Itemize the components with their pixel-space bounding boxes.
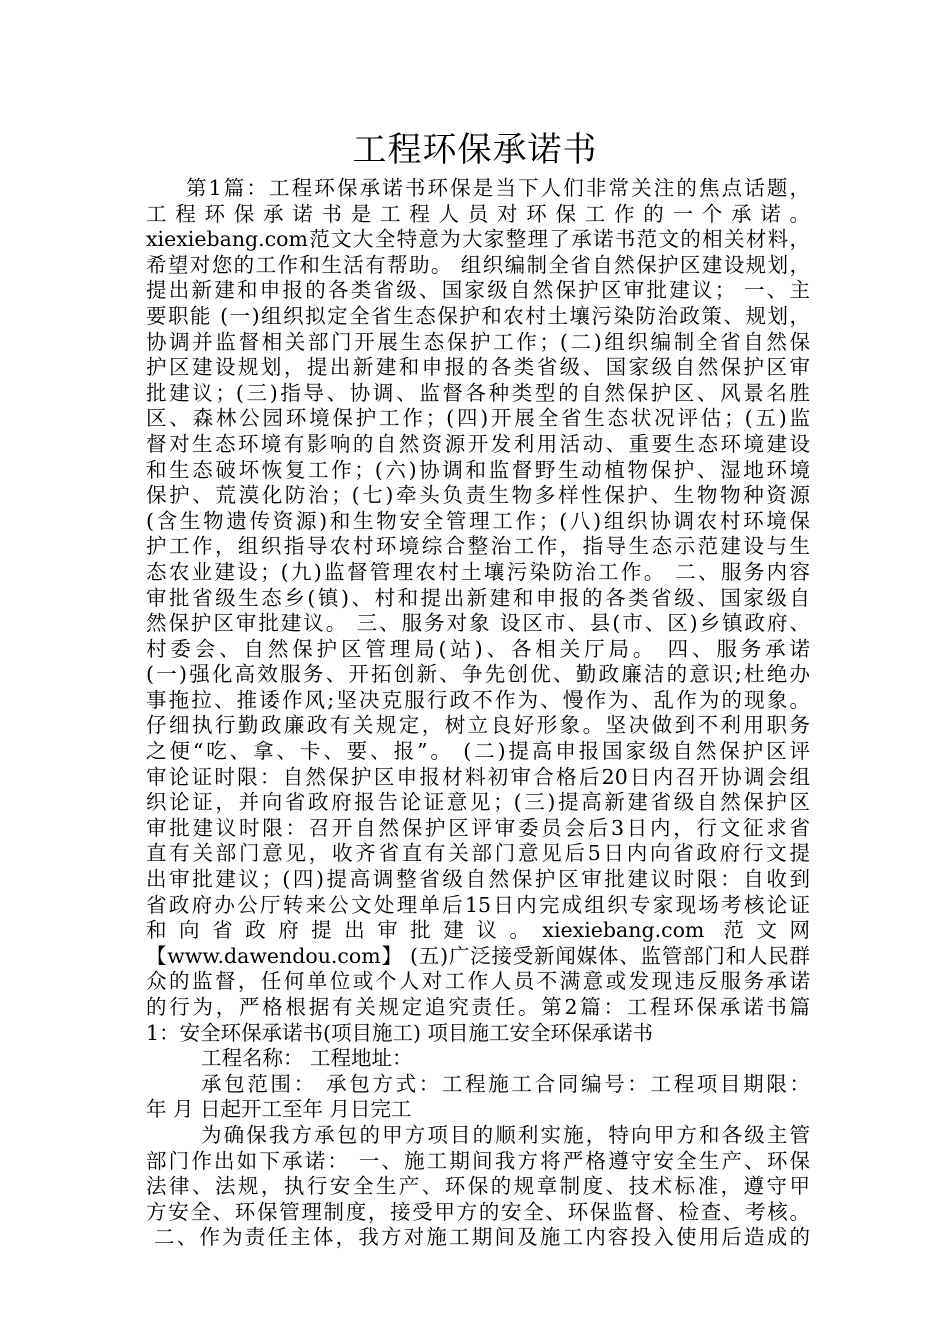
text-line: 直有关部门意见，收齐省直有关部门意见后5日内向省政府行文提	[146, 841, 810, 866]
text-line: 仔细执行勤政廉政有关规定，树立良好形象。坚决做到不利用职务	[146, 713, 810, 738]
text-line: 审批省级生态乡(镇)、村和提出新建和申报的各类省级、国家级自	[146, 585, 810, 610]
text-line: 保护、荒漠化防治；(七)牵头负责生物多样性保护、生物物种资源	[146, 483, 810, 508]
text-line: 审论证时限：自然保护区申报材料初审合格后20日内召开协调会组	[146, 764, 810, 789]
text-line: 出审批建议；(四)提高调整省级自然保护区审批建议时限：自收到	[146, 867, 810, 892]
text-line: 审批建议时限：召开自然保护区评审委员会后3日内，行文征求省	[146, 815, 810, 840]
text-line: 年 月 日起开工至年 月日完工	[146, 1097, 412, 1122]
text-line: 护区建设规划，提出新建和申报的各类省级、国家级自然保护区审	[146, 355, 810, 380]
text-line: 希望对您的工作和生活有帮助。 组织编制全省自然保护区建设规划，	[146, 252, 810, 277]
text-line: 态农业建设；(九)监督管理农村土壤污染防治工作。 二、服务内容	[146, 559, 810, 584]
text-line: (一)强化高效服务、开拓创新、争先创优、勤政廉洁的意识;杜绝办	[146, 662, 810, 687]
text-line: 承包范围： 承包方式：工程施工合同编号：工程项目期限：	[201, 1071, 810, 1096]
text-line: 部门作出如下承诺： 一、施工期间我方将严格遵守安全生产、环保	[146, 1148, 810, 1173]
text-line: 然保护区审批建议。 三、服务对象 设区市、县(市、区)乡镇政府、	[146, 611, 810, 636]
text-line: 法律、法规，执行安全生产、环保的规章制度、技术标准，遵守甲	[146, 1174, 810, 1199]
text-line: 二、作为责任主体，我方对施工期间及施工内容投入使用后造成的	[154, 1225, 810, 1250]
text-line: 提出新建和申报的各类省级、国家级自然保护区审批建议； 一、主	[146, 278, 810, 303]
document-title: 工程环保承诺书	[352, 130, 598, 170]
text-line: 工程名称： 工程地址：	[201, 1046, 413, 1071]
text-line: (含生物遗传资源)和生物安全管理工作；(八)组织协调农村环境保	[146, 508, 810, 533]
text-line: 的行为，严格根据有关规定追究责任。第2篇：工程环保承诺书篇	[146, 995, 810, 1019]
text-line: 事拖拉、推诿作风;坚决克服行政不作为、慢作为、乱作为的现象。	[146, 687, 810, 712]
text-line: 第1篇：工程环保承诺书环保是当下人们非常关注的焦点话题，	[186, 176, 810, 200]
text-line: 要职能 (一)组织拟定全省生态保护和农村土壤污染防治政策、规划，	[146, 303, 810, 328]
text-line: 众的监督，任何单位或个人对工作人员不满意或发现违反服务承诺	[146, 969, 810, 994]
text-line: 省政府办公厅转来公文处理单后15日内完成组织专家现场考核论证	[146, 892, 810, 917]
text-line: 【www.dawendou.com】 (五)广泛接受新闻媒体、监管部门和人民群	[146, 943, 810, 968]
text-line: xiexiebang.com范文大全特意为大家整理了承诺书范文的相关材料，	[146, 227, 810, 252]
text-line: 织论证，并向省政府报告论证意见；(三)提高新建省级自然保护区	[146, 790, 810, 815]
text-line: 督对生态环境有影响的自然资源开发利用活动、重要生态环境建设	[146, 431, 810, 456]
text-line: 为确保我方承包的甲方项目的顺利实施，特向甲方和各级主管	[201, 1122, 810, 1147]
document-body	[146, 176, 810, 1251]
text-line: 护工作，组织指导农村环境综合整治工作，指导生态示范建设与生	[146, 534, 810, 559]
text-line: 协调并监督相关部门开展生态保护工作；(二)组织编制全省自然保	[146, 329, 810, 354]
text-line: 村委会、自然保护区管理局(站)、各相关厅局。 四、服务承诺	[146, 636, 810, 661]
text-line: 和向省政府提出审批建议。xiexiebang.com 范文网	[146, 918, 810, 943]
text-line: 方安全、环保管理制度，接受甲方的安全、环保监督、检查、考核。	[146, 1199, 810, 1224]
text-line: 批建议；(三)指导、协调、监督各种类型的自然保护区、风景名胜	[146, 380, 810, 405]
text-line: 1：安全环保承诺书(项目施工) 项目施工安全环保承诺书	[146, 1020, 654, 1045]
text-line: 之便“吃、拿、卡、要、报”。 (二)提高申报国家级自然保护区评	[146, 739, 810, 764]
text-line: 区、森林公园环境保护工作；(四)开展全省生态状况评估；(五)监	[146, 406, 810, 431]
text-line: 和生态破坏恢复工作；(六)协调和监督野生动植物保护、湿地环境	[146, 457, 810, 482]
text-line: 工程环保承诺书是工程人员对环保工作的一个承诺。	[146, 201, 810, 226]
